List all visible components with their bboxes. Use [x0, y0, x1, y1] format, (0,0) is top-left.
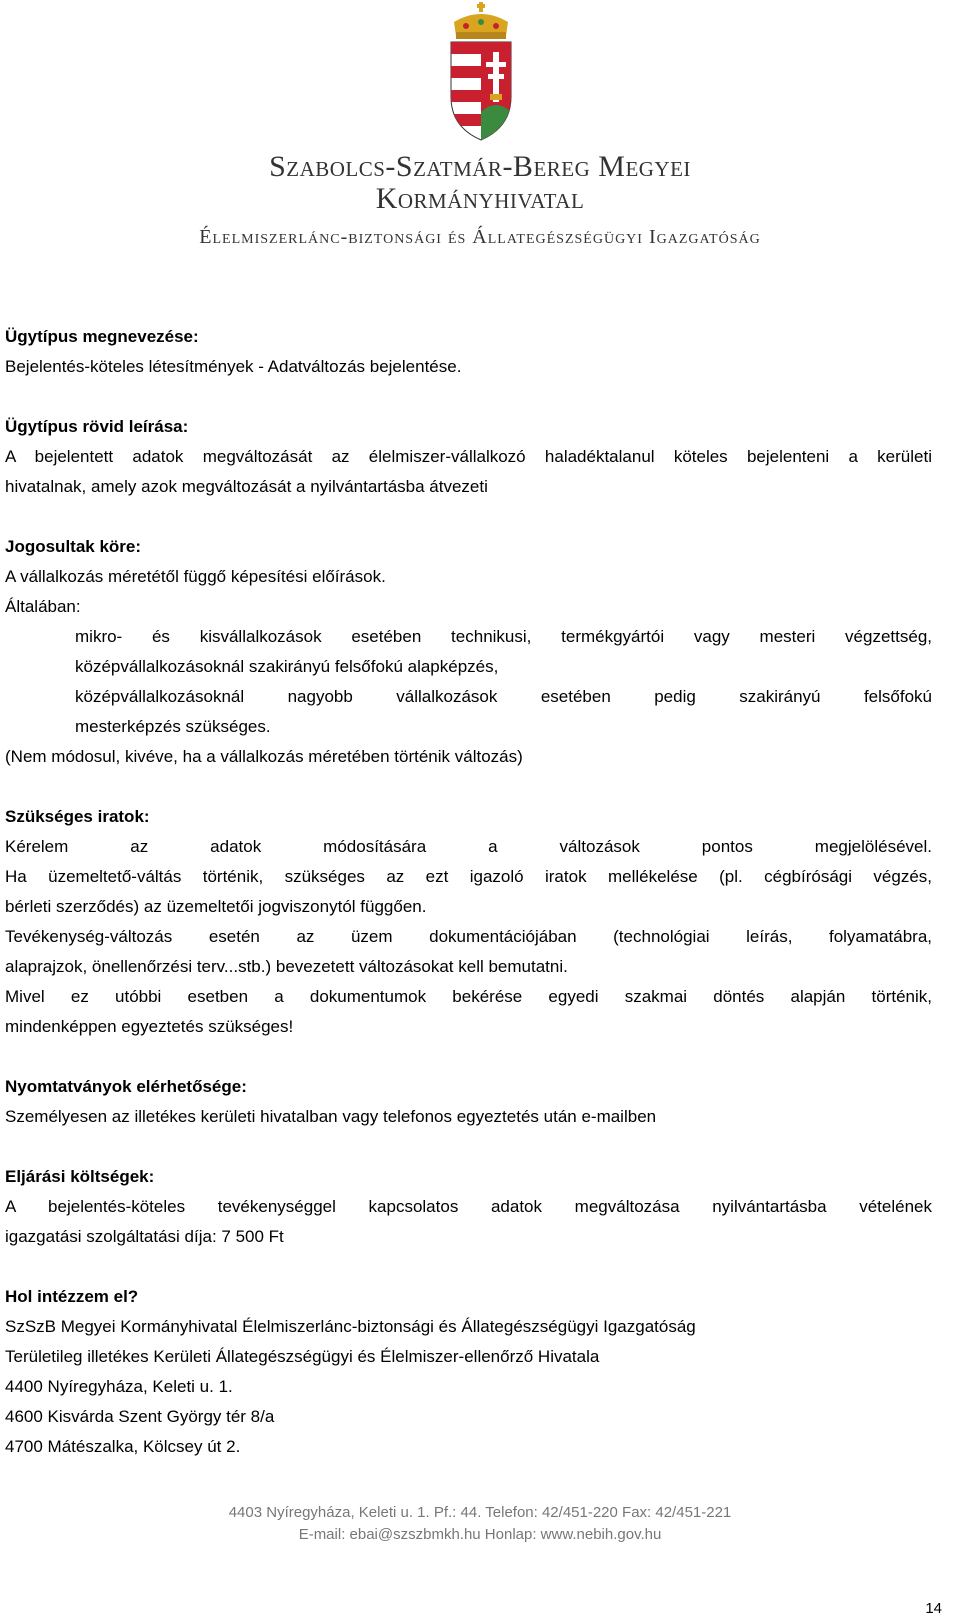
costs-line1: A bejelentés-köteles tevékenységgel kapcsolatos adatok megváltozása nyilvántartásba vételének — [5, 1197, 932, 1216]
documents-line3: bérleti szerződés) az üzemeltetői jogviszonytól függően. — [5, 897, 427, 916]
case-description-line2: hivatalnak, amely azok megváltozását a nyilvántartásba átvezeti — [5, 477, 488, 496]
section-title-where: Hol intézzem el? — [5, 1287, 139, 1306]
forms-text: Személyesen az illetékes kerületi hivatalban vagy telefonos egyeztetés után e-mailben — [5, 1107, 657, 1126]
org-name-line2: Kormányhivatal — [375, 182, 585, 215]
eligible-indent4: mesterképzés szükséges. — [75, 717, 271, 736]
where-address1: 4400 Nyíregyháza, Keleti u. 1. — [5, 1377, 233, 1396]
documents-line5: alaprajzok, önellenőrzési terv...stb.) bevezetett változásokat kell bemutatni. — [5, 957, 568, 976]
hungarian-coat-of-arms-icon — [446, 2, 516, 142]
eligible-indent2: középvállalkozásoknál szakirányú felsőfokú alapképzés, — [75, 657, 499, 676]
where-address3: 4700 Mátészalka, Kölcsey út 2. — [5, 1437, 241, 1456]
costs-line2: igazgatási szolgáltatási díja: 7 500 Ft — [5, 1227, 284, 1246]
document-body — [5, 322, 932, 1462]
section-title-forms: Nyomtatványok elérhetősége: — [5, 1077, 247, 1096]
footer-contact-line: 4403 Nyíregyháza, Keleti u. 1. Pf.: 44. Telefon: 42/451-220 Fax: 42/451-221 — [228, 1504, 732, 1521]
section-title-costs: Eljárási költségek: — [5, 1167, 155, 1186]
directorate-name: Élelmiszerlánc-biztonsági és Állategészségügyi Igazgatóság — [199, 226, 761, 248]
documents-line4: Tevékenység-változás esetén az üzem dokumentációjában (technológiai leírás, folyamatábra, — [5, 927, 932, 946]
documents-line2: Ha üzemeltető-váltás történik, szükséges az ezt igazoló iratok mellékelése (pl. cégbírósági végzés, — [5, 867, 932, 886]
documents-line6: Mivel ez utóbbi esetben a dokumentumok bekérése egyedi szakmai döntés alapján történik, — [5, 987, 932, 1006]
where-line2: Területileg illetékes Kerületi Állategészségügyi és Élelmiszer-ellenőrző Hivatala — [5, 1347, 600, 1366]
page-number: 14 — [925, 1600, 942, 1617]
case-description-line1: A bejelentett adatok megváltozását az élelmiszer-vállalkozó haladéktalanul köteles bejelenteni a kerületi — [5, 447, 932, 466]
eligible-line3: (Nem módosul, kivéve, ha a vállalkozás méretében történik változás) — [5, 747, 523, 766]
section-title-eligible: Jogosultak köre: — [5, 537, 142, 556]
footer-web-line: E-mail: ebai@szszbmkh.hu Honlap: www.nebih.gov.hu — [298, 1526, 662, 1543]
eligible-indent3: középvállalkozásoknál nagyobb vállalkozások esetében pedig szakirányú felsőfokú — [75, 687, 932, 706]
where-address2: 4600 Kisvárda Szent György tér 8/a — [5, 1407, 275, 1426]
where-line1: SzSzB Megyei Kormányhivatal Élelmiszerlánc-biztonsági és Állategészségügyi Igazgatóság — [5, 1317, 696, 1336]
section-title-documents: Szükséges iratok: — [5, 807, 150, 826]
documents-line1: Kérelem az adatok módosítására a változások pontos megjelölésével. — [5, 837, 932, 856]
eligible-indent1: mikro- és kisvállalkozások esetében technikusi, termékgyártói vagy mesteri végzettség, — [75, 627, 932, 646]
case-type-text: Bejelentés-köteles létesítmények - Adatváltozás bejelentése. — [5, 357, 462, 376]
org-name-line1: Szabolcs-Szatmár-Bereg Megyei — [269, 150, 691, 183]
section-title-case-description: Ügytípus rövid leírása: — [5, 417, 189, 436]
section-title-case-type: Ügytípus megnevezése: — [5, 327, 199, 346]
eligible-line2: Általában: — [5, 597, 81, 616]
eligible-line1: A vállalkozás méretétől függő képesítési előírások. — [5, 567, 386, 586]
documents-line7: mindenképpen egyeztetés szükséges! — [5, 1017, 294, 1036]
